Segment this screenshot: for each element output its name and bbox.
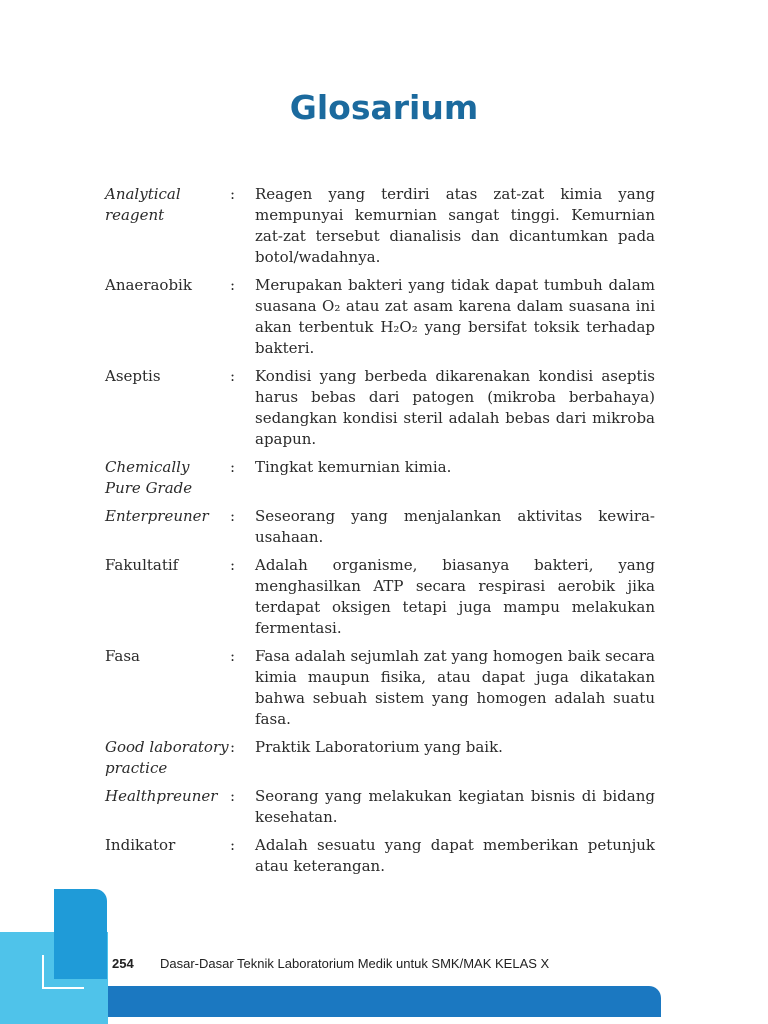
page-title: Glosarium <box>289 88 479 127</box>
glossary-term: Fakultatif <box>105 556 179 574</box>
glossary-list <box>105 184 655 884</box>
glossary-entry <box>105 184 655 268</box>
glossary-term: Indikator <box>105 836 176 854</box>
footer-bar <box>108 986 661 1017</box>
glossary-term: Good laboratory practice <box>105 738 229 777</box>
term-separator: : <box>230 738 236 756</box>
glossary-entry <box>105 737 655 779</box>
term-separator: : <box>230 836 236 854</box>
glossary-definition: Reagen yang terdiri atas zat-zat kimia yang mempunyai kemurnian sangat tinggi. Kemurnian zat-zat tersebut dianalisis dan dicantumkan pada botol/wadahnya. <box>255 185 655 266</box>
glossary-entry <box>105 457 655 499</box>
glossary-term: Aseptis <box>105 367 161 385</box>
glossary-entry <box>105 555 655 639</box>
term-separator: : <box>230 647 236 665</box>
glossary-term: Chemically Pure Grade <box>105 458 193 497</box>
glossary-entry <box>105 366 655 450</box>
page-number: 254 <box>112 956 134 971</box>
term-separator: : <box>230 556 236 574</box>
book-title: Dasar-Dasar Teknik Laboratorium Medik untuk SMK/MAK KELAS X <box>160 956 550 971</box>
glossary-definition: Tingkat kemurnian kimia. <box>255 458 452 476</box>
glossary-definition: Fasa adalah sejumlah zat yang homogen baik secara kimia maupun fisika, atau dapat juga dikatakan bahwa sebuah sistem yang homogen adalah suatu fasa. <box>255 647 655 728</box>
glossary-term: Enterpreuner <box>105 507 209 525</box>
glossary-entry <box>105 835 655 877</box>
glossary-definition: Merupakan bakteri yang tidak dapat tumbuh dalam suasana O₂ atau zat asam karena dalam suasana ini akan terbentuk H₂O₂ yang bersifat toksik terhadap bakteri. <box>255 276 655 357</box>
glossary-definition: Kondisi yang berbeda dikarenakan kondisi aseptis harus bebas dari patogen (mikroba berbahaya) sedangkan kondisi steril adalah bebas dari mikroba apapun. <box>255 367 655 448</box>
term-separator: : <box>230 185 236 203</box>
glossary-term: Healthpreuner <box>105 787 218 805</box>
glossary-entry <box>105 275 655 359</box>
glossary-definition: Adalah organisme, biasanya bakteri, yang menghasilkan ATP secara respirasi aerobik jika terdapat oksigen tetapi juga mampu melakukan fermentasi. <box>255 556 655 637</box>
term-separator: : <box>230 458 236 476</box>
glossary-entry <box>105 786 655 828</box>
term-separator: : <box>230 367 236 385</box>
glossary-definition: Seseorang yang menjalankan aktivitas kewira-usahaan. <box>255 507 655 546</box>
glossary-definition: Seorang yang melakukan kegiatan bisnis di bidang kesehatan. <box>255 787 655 826</box>
term-separator: : <box>230 787 236 805</box>
glossary-entry <box>105 646 655 730</box>
term-separator: : <box>230 276 236 294</box>
glossary-entry <box>105 506 655 548</box>
term-separator: : <box>230 507 236 525</box>
glossary-term: Fasa <box>105 647 140 665</box>
glossary-definition: Adalah sesuatu yang dapat memberikan petunjuk atau keterangan. <box>255 836 655 875</box>
corner-mark-icon <box>42 955 84 989</box>
glossary-definition: Praktik Laboratorium yang baik. <box>255 738 503 756</box>
glossary-term: Anaeraobik <box>105 276 192 294</box>
glossary-term: Analytical reagent <box>105 185 181 224</box>
